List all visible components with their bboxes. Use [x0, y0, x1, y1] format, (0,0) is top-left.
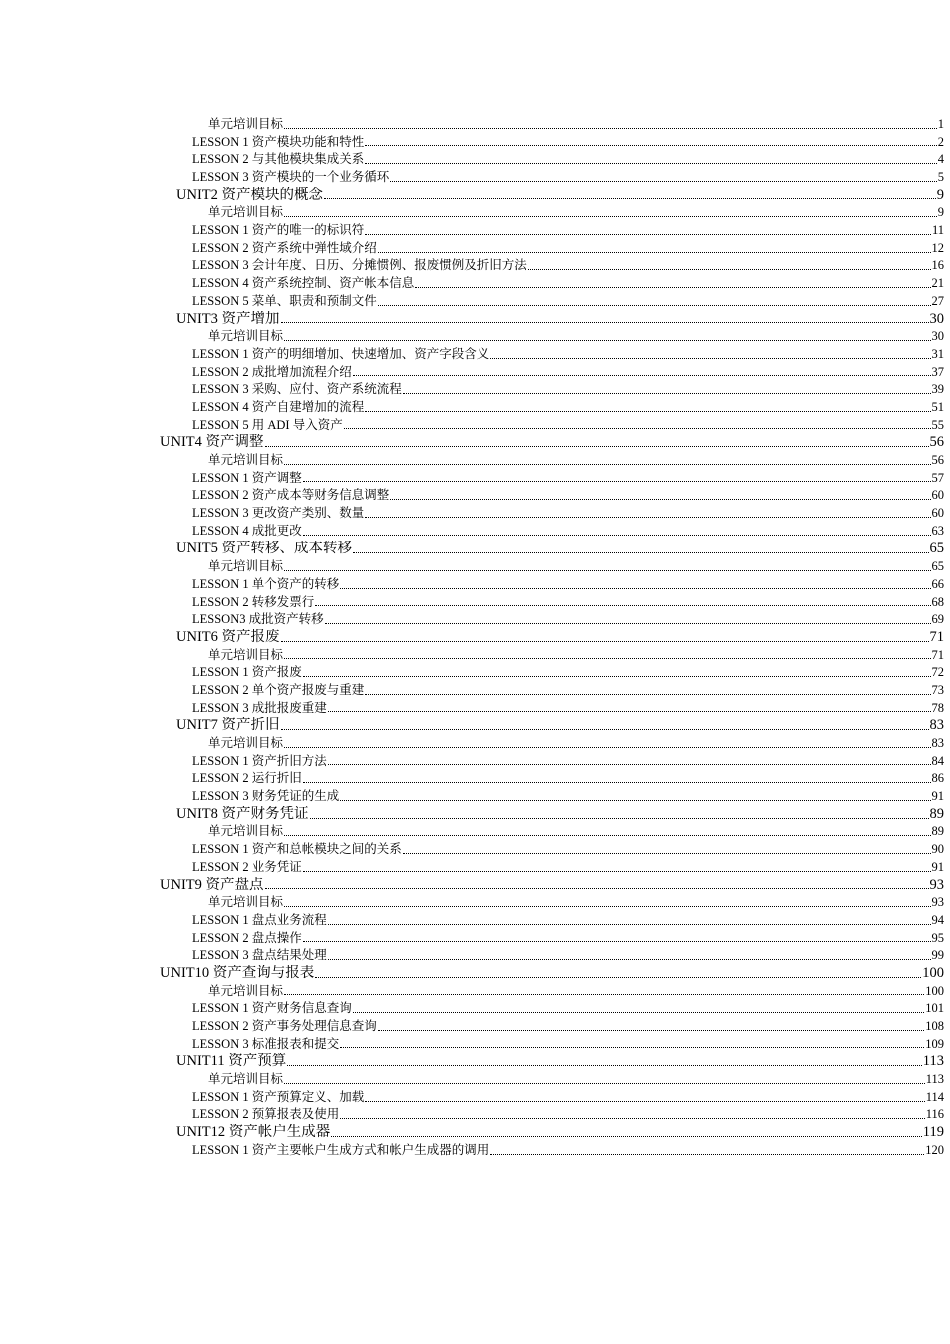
toc-entry-label: UNIT7 资产折旧 — [176, 717, 280, 734]
toc-lesson-entry[interactable] — [0, 930, 944, 948]
toc-unit-entry[interactable] — [0, 965, 944, 983]
toc-entry-label: 单元培训目标 — [208, 1072, 284, 1087]
toc-entry-label: LESSON 1 资产调整 — [192, 470, 302, 485]
dot-leader — [390, 181, 937, 182]
toc-objective-entry[interactable] — [0, 558, 944, 576]
toc-page-number: 57 — [931, 470, 944, 485]
dot-leader — [365, 694, 930, 695]
dot-leader — [284, 128, 937, 129]
dot-leader — [490, 358, 930, 359]
dot-leader — [528, 269, 931, 270]
toc-lesson-entry[interactable] — [0, 399, 944, 417]
dot-leader — [284, 340, 930, 341]
toc-page-number: 63 — [931, 523, 944, 538]
dot-leader — [284, 464, 930, 465]
toc-lesson-entry[interactable] — [0, 275, 944, 293]
toc-page-number: 51 — [931, 399, 944, 414]
dot-leader — [403, 393, 931, 394]
toc-entry-label: LESSON 1 资产的唯一的标识符 — [192, 223, 365, 238]
toc-page-number: 83 — [929, 717, 944, 734]
dot-leader — [284, 570, 930, 571]
toc-unit-entry[interactable] — [0, 806, 944, 824]
toc-unit-entry[interactable] — [0, 311, 944, 329]
toc-page-number: 12 — [931, 240, 944, 255]
table-of-contents — [0, 116, 950, 1160]
dot-leader — [265, 888, 929, 889]
dot-leader — [403, 853, 931, 854]
toc-entry-label: LESSON 4 资产系统控制、资产帐本信息 — [192, 276, 415, 291]
toc-lesson-entry[interactable] — [0, 1018, 944, 1036]
toc-objective-entry[interactable] — [0, 328, 944, 346]
toc-page-number: 86 — [931, 771, 944, 786]
dot-leader — [365, 234, 931, 235]
toc-page-number: 71 — [931, 647, 944, 662]
toc-unit-entry[interactable] — [0, 1124, 944, 1142]
dot-leader — [331, 1136, 922, 1137]
toc-unit-entry[interactable] — [0, 541, 944, 559]
toc-lesson-entry[interactable] — [0, 417, 944, 435]
toc-page-number: 21 — [931, 276, 944, 291]
dot-leader — [328, 711, 931, 712]
toc-lesson-entry[interactable] — [0, 134, 944, 152]
toc-entry-label: 单元培训目标 — [208, 736, 284, 751]
dot-leader — [281, 729, 929, 730]
toc-page-number: 65 — [929, 540, 944, 557]
dot-leader — [265, 446, 929, 447]
toc-page-number: 31 — [931, 346, 944, 361]
dot-leader — [353, 1012, 925, 1013]
toc-page-number: 27 — [931, 293, 944, 308]
dot-leader — [303, 871, 931, 872]
toc-page-number: 11 — [931, 223, 944, 238]
toc-unit-entry[interactable] — [0, 434, 944, 452]
dot-leader — [353, 552, 928, 553]
dot-leader — [310, 818, 929, 819]
dot-leader — [281, 641, 929, 642]
toc-lesson-entry[interactable] — [0, 1142, 944, 1160]
toc-objective-entry[interactable] — [0, 647, 944, 665]
toc-page-number: 5 — [937, 170, 944, 185]
toc-entry-label: LESSON 1 资产折旧方法 — [192, 753, 327, 768]
dot-leader — [340, 588, 930, 589]
toc-page-number: 119 — [922, 1124, 944, 1141]
toc-entry-label: LESSON 2 预算报表及使用 — [192, 1107, 340, 1122]
toc-entry-label: UNIT11 资产预算 — [176, 1053, 287, 1070]
dot-leader — [284, 906, 930, 907]
toc-page-number: 56 — [931, 453, 944, 468]
toc-page-number: 73 — [931, 682, 944, 697]
toc-page-number: 1 — [937, 116, 944, 131]
toc-page-number: 71 — [929, 628, 944, 645]
dot-leader — [328, 924, 931, 925]
toc-entry-label: 单元培训目标 — [208, 559, 284, 574]
toc-objective-entry[interactable] — [0, 204, 944, 222]
toc-page-number: 93 — [931, 895, 944, 910]
toc-page-number: 37 — [931, 364, 944, 379]
dot-leader — [340, 1118, 924, 1119]
toc-entry-label: LESSON 3 会计年度、日历、分摊惯例、报废惯例及折旧方法 — [192, 258, 527, 273]
toc-unit-entry[interactable] — [0, 717, 944, 735]
toc-lesson-entry[interactable] — [0, 523, 944, 541]
toc-page-number: 39 — [931, 382, 944, 397]
toc-entry-label: LESSON 2 转移发票行 — [192, 594, 315, 609]
toc-objective-entry[interactable] — [0, 983, 944, 1001]
toc-lesson-entry[interactable] — [0, 611, 944, 629]
toc-lesson-entry[interactable] — [0, 664, 944, 682]
dot-leader — [378, 252, 931, 253]
dot-leader — [284, 835, 930, 836]
toc-lesson-entry[interactable] — [0, 576, 944, 594]
toc-entry-label: LESSON 3 采购、应付、资产系统流程 — [192, 382, 402, 397]
toc-lesson-entry[interactable] — [0, 841, 944, 859]
toc-entry-label: LESSON 2 资产成本等财务信息调整 — [192, 488, 390, 503]
toc-unit-entry[interactable] — [0, 629, 944, 647]
dot-leader — [303, 481, 931, 482]
toc-entry-label: LESSON3 成批资产转移 — [192, 612, 324, 627]
toc-entry-label: LESSON 1 资产报废 — [192, 665, 302, 680]
toc-page-number: 116 — [925, 1107, 944, 1122]
toc-entry-label: LESSON 5 菜单、职责和预制文件 — [192, 293, 377, 308]
dot-leader — [284, 1083, 925, 1084]
toc-page-number: 9 — [937, 205, 944, 220]
toc-page-number: 90 — [931, 842, 944, 857]
toc-page-number: 2 — [937, 134, 944, 149]
toc-entry-label: LESSON 3 更改资产类别、数量 — [192, 506, 365, 521]
toc-entry-label: LESSON 1 资产主要帐户生成方式和帐户生成器的调用 — [192, 1142, 490, 1157]
toc-page-number: 30 — [931, 329, 944, 344]
toc-page-number: 60 — [931, 488, 944, 503]
toc-entry-label: LESSON 4 资产自建增加的流程 — [192, 399, 365, 414]
toc-entry-label: UNIT2 资产模块的概念 — [176, 186, 324, 203]
toc-page-number: 65 — [931, 559, 944, 574]
toc-entry-label: LESSON 3 成批报废重建 — [192, 700, 327, 715]
toc-entry-label: 单元培训目标 — [208, 329, 284, 344]
toc-page-number: 93 — [929, 876, 944, 893]
dot-leader — [353, 375, 931, 376]
toc-unit-entry[interactable] — [0, 1053, 944, 1071]
toc-page-number: 114 — [925, 1089, 944, 1104]
toc-page-number: 89 — [929, 805, 944, 822]
dot-leader — [328, 959, 931, 960]
toc-page-number: 69 — [931, 612, 944, 627]
toc-objective-entry[interactable] — [0, 452, 944, 470]
dot-leader — [303, 941, 931, 942]
toc-page-number: 100 — [925, 983, 944, 998]
toc-page-number: 56 — [929, 434, 944, 451]
toc-lesson-entry[interactable] — [0, 700, 944, 718]
toc-lesson-entry[interactable] — [0, 169, 944, 187]
dot-leader — [303, 676, 931, 677]
toc-entry-label: LESSON 2 成批增加流程介绍 — [192, 364, 352, 379]
toc-entry-label: 单元培训目标 — [208, 895, 284, 910]
dot-leader — [340, 800, 930, 801]
toc-lesson-entry[interactable] — [0, 1000, 944, 1018]
toc-lesson-entry[interactable] — [0, 770, 944, 788]
toc-page-number: 91 — [931, 859, 944, 874]
toc-entry-label: LESSON 3 盘点结果处理 — [192, 948, 327, 963]
toc-objective-entry[interactable] — [0, 824, 944, 842]
toc-objective-entry[interactable] — [0, 116, 944, 134]
toc-entry-label: UNIT6 资产报废 — [176, 628, 280, 645]
toc-lesson-entry[interactable] — [0, 470, 944, 488]
toc-lesson-entry[interactable] — [0, 788, 944, 806]
toc-page-number: 78 — [931, 700, 944, 715]
toc-lesson-entry[interactable] — [0, 753, 944, 771]
dot-leader — [344, 428, 931, 429]
dot-leader — [365, 517, 930, 518]
toc-entry-label: LESSON 1 资产预算定义、加载 — [192, 1089, 365, 1104]
dot-leader — [365, 163, 937, 164]
toc-page-number: 91 — [931, 789, 944, 804]
toc-page-number: 55 — [931, 417, 944, 432]
toc-page-number: 84 — [931, 753, 944, 768]
toc-entry-label: 单元培训目标 — [208, 824, 284, 839]
toc-entry-label: LESSON 1 资产财务信息查询 — [192, 1001, 352, 1016]
toc-lesson-entry[interactable] — [0, 682, 944, 700]
toc-unit-entry[interactable] — [0, 877, 944, 895]
dot-leader — [378, 305, 931, 306]
toc-lesson-entry[interactable] — [0, 505, 944, 523]
toc-entry-label: 单元培训目标 — [208, 116, 284, 131]
dot-leader — [284, 658, 930, 659]
toc-objective-entry[interactable] — [0, 894, 944, 912]
toc-entry-label: LESSON 2 与其他模块集成关系 — [192, 152, 365, 167]
toc-lesson-entry[interactable] — [0, 487, 944, 505]
toc-entry-label: UNIT10 资产查询与报表 — [160, 965, 315, 981]
toc-page-number: 99 — [931, 948, 944, 963]
dot-leader — [284, 216, 937, 217]
toc-page-number: 16 — [931, 258, 944, 273]
toc-entry-label: LESSON 2 盘点操作 — [192, 930, 302, 945]
dot-leader — [303, 782, 931, 783]
dot-leader — [340, 1047, 924, 1048]
toc-objective-entry[interactable] — [0, 1071, 944, 1089]
toc-lesson-entry[interactable] — [0, 912, 944, 930]
dot-leader — [315, 605, 930, 606]
toc-lesson-entry[interactable] — [0, 258, 944, 276]
toc-lesson-entry[interactable] — [0, 240, 944, 258]
toc-entry-label: 单元培训目标 — [208, 205, 284, 220]
toc-page-number: 113 — [925, 1072, 944, 1087]
toc-entry-label: LESSON 2 资产系统中弹性域介绍 — [192, 240, 377, 255]
dot-leader — [325, 623, 931, 624]
toc-entry-label: 单元培训目标 — [208, 647, 284, 662]
toc-page-number: 101 — [925, 1001, 944, 1016]
toc-page-number: 100 — [922, 965, 944, 981]
dot-leader — [365, 145, 937, 146]
toc-lesson-entry[interactable] — [0, 594, 944, 612]
toc-entry-label: LESSON 3 财务凭证的生成 — [192, 789, 340, 804]
toc-lesson-entry[interactable] — [0, 381, 944, 399]
toc-page-number: 94 — [931, 912, 944, 927]
toc-unit-entry[interactable] — [0, 187, 944, 205]
toc-page-number: 30 — [929, 310, 944, 327]
toc-lesson-entry[interactable] — [0, 293, 944, 311]
toc-page-number: 60 — [931, 506, 944, 521]
toc-entry-label: LESSON 4 成批更改 — [192, 523, 302, 538]
toc-entry-label: UNIT9 资产盘点 — [160, 876, 264, 893]
toc-entry-label: UNIT4 资产调整 — [160, 434, 264, 451]
toc-lesson-entry[interactable] — [0, 1036, 944, 1054]
toc-entry-label: LESSON 2 运行折旧 — [192, 771, 302, 786]
toc-lesson-entry[interactable] — [0, 1107, 944, 1125]
toc-page-number: 89 — [931, 824, 944, 839]
toc-entry-label: UNIT3 资产增加 — [176, 310, 280, 327]
toc-lesson-entry[interactable] — [0, 346, 944, 364]
toc-entry-label: 单元培训目标 — [208, 983, 284, 998]
toc-lesson-entry[interactable] — [0, 1089, 944, 1107]
toc-page-number: 109 — [925, 1036, 944, 1051]
toc-lesson-entry[interactable] — [0, 364, 944, 382]
dot-leader — [303, 535, 931, 536]
toc-page-number: 120 — [925, 1142, 944, 1157]
toc-entry-label: LESSON 2 单个资产报废与重建 — [192, 682, 365, 697]
dot-leader — [415, 287, 930, 288]
dot-leader — [365, 411, 930, 412]
toc-objective-entry[interactable] — [0, 735, 944, 753]
dot-leader — [365, 1101, 924, 1102]
dot-leader — [378, 1030, 925, 1031]
dot-leader — [287, 1065, 922, 1066]
toc-entry-label: 单元培训目标 — [208, 453, 284, 468]
toc-lesson-entry[interactable] — [0, 151, 944, 169]
toc-page-number: 72 — [931, 665, 944, 680]
toc-entry-label: LESSON 1 资产的明细增加、快速增加、资产字段含义 — [192, 346, 490, 361]
toc-page-number: 68 — [931, 594, 944, 609]
toc-page-number: 9 — [936, 186, 944, 203]
toc-page-number: 66 — [931, 576, 944, 591]
toc-entry-label: UNIT8 资产财务凭证 — [176, 805, 309, 822]
toc-page-number: 113 — [922, 1053, 944, 1070]
dot-leader — [281, 322, 929, 323]
dot-leader — [490, 1154, 924, 1155]
toc-entry-label: LESSON 2 资产事务处理信息查询 — [192, 1019, 377, 1034]
toc-entry-label: LESSON 1 资产和总帐模块之间的关系 — [192, 842, 402, 857]
dot-leader — [284, 994, 924, 995]
toc-entry-label: LESSON 2 业务凭证 — [192, 859, 302, 874]
toc-page-number: 83 — [931, 736, 944, 751]
toc-lesson-entry[interactable] — [0, 947, 944, 965]
toc-page-number: 95 — [931, 930, 944, 945]
toc-lesson-entry[interactable] — [0, 859, 944, 877]
toc-entry-label: LESSON 3 标准报表和提交 — [192, 1036, 340, 1051]
dot-leader — [284, 747, 930, 748]
toc-entry-label: LESSON 5 用 ADI 导入资产 — [192, 417, 343, 432]
dot-leader — [328, 764, 931, 765]
dot-leader — [315, 977, 921, 978]
toc-lesson-entry[interactable] — [0, 222, 944, 240]
toc-entry-label: LESSON 1 单个资产的转移 — [192, 576, 340, 591]
toc-page-number: 108 — [925, 1019, 944, 1034]
toc-entry-label: LESSON 1 资产模块功能和特性 — [192, 134, 365, 149]
toc-page-number: 4 — [937, 152, 944, 167]
toc-entry-label: UNIT12 资产帐户生成器 — [176, 1124, 331, 1141]
dot-leader — [390, 499, 930, 500]
toc-entry-label: UNIT5 资产转移、成本转移 — [176, 540, 353, 557]
toc-entry-label: LESSON 1 盘点业务流程 — [192, 912, 327, 927]
dot-leader — [324, 198, 936, 199]
toc-entry-label: LESSON 3 资产模块的一个业务循环 — [192, 170, 390, 185]
